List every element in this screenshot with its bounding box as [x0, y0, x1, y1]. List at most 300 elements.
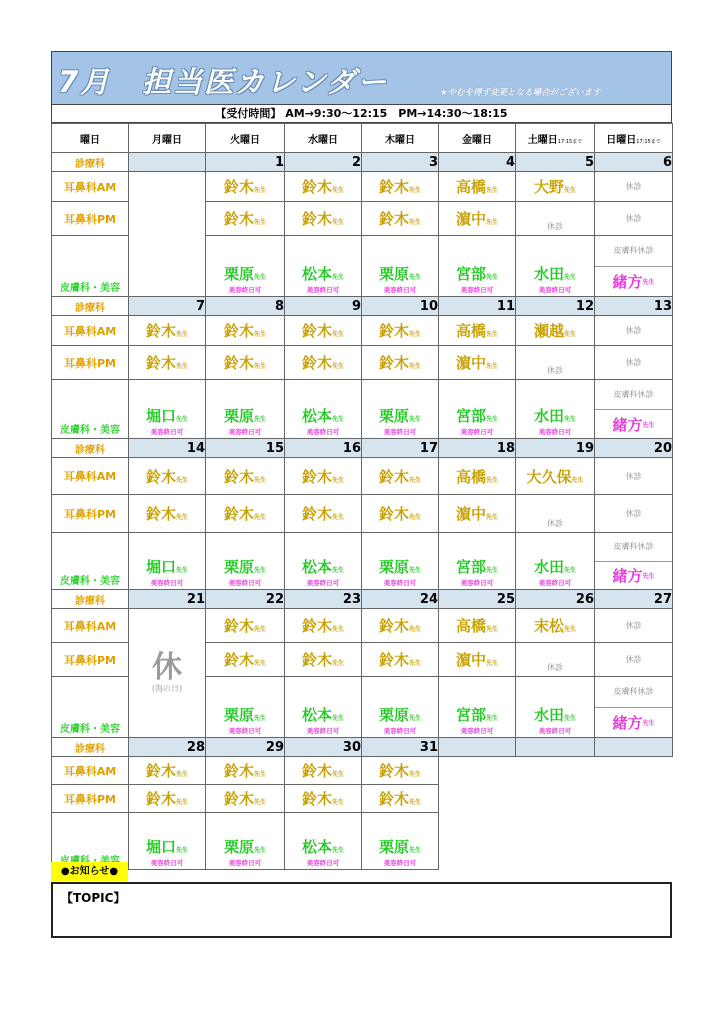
sensei-suffix: 先生	[332, 514, 345, 521]
beauty-label	[52, 813, 129, 870]
sensei-suffix: 先生	[254, 771, 267, 778]
sensei-suffix: 先生	[409, 363, 422, 370]
holiday-mark: 休	[152, 649, 182, 685]
date-cell: 7	[129, 297, 206, 316]
beauty-cell	[206, 380, 285, 439]
sensei-suffix: 先生	[254, 660, 267, 667]
weekday-sat	[516, 124, 595, 153]
derm-closed: 皮膚科休診	[595, 236, 672, 267]
beauty-label: 皮膚科・美容	[52, 380, 129, 439]
pm-cell	[206, 785, 285, 813]
doctor-name: 鈴木	[301, 651, 332, 669]
am-cell	[362, 458, 439, 495]
date-cell: 17	[362, 439, 439, 458]
beauty-doctor	[206, 839, 284, 859]
beauty-cell	[439, 533, 516, 590]
beauty-cell	[285, 677, 362, 738]
doctor-name: 鈴木	[301, 354, 332, 372]
date-cell: 31	[362, 738, 439, 757]
sensei-suffix: 先生	[486, 219, 499, 226]
holiday-cell	[129, 609, 206, 738]
sensei-suffix: 先生	[409, 274, 422, 281]
sensei-suffix: 先生	[254, 847, 267, 854]
beauty-cell	[439, 380, 516, 439]
doctor-name: 大久保	[526, 467, 572, 486]
beauty-cell	[206, 677, 285, 738]
am-cell	[206, 316, 285, 346]
am-label: 耳鼻科AM	[52, 172, 129, 202]
beauty-doctor	[439, 408, 515, 428]
beauty-ok-note: 美容終日可	[538, 579, 572, 587]
pm-cell	[206, 495, 285, 533]
title-banner	[51, 51, 672, 105]
sensei-suffix: 先生	[564, 626, 577, 633]
date-cell: 23	[285, 590, 362, 609]
beauty-doctor	[439, 559, 515, 579]
doctor-name: 鈴木	[301, 322, 332, 340]
sensei-suffix: 先生	[486, 715, 499, 722]
am-cell	[439, 316, 516, 346]
pm-cell	[285, 202, 362, 236]
sensei-suffix: 先生	[409, 331, 422, 338]
doctor-name: 宮部	[455, 407, 486, 425]
sensei-suffix: 先生	[486, 416, 499, 423]
pm-cell: 休診	[595, 495, 673, 533]
doctor-name: 鈴木	[378, 210, 409, 228]
date-row	[52, 738, 673, 757]
doctor-name: 鈴木	[223, 210, 254, 228]
weekday-sat-note: 17:15まで	[557, 138, 583, 145]
date-cell	[516, 738, 595, 757]
doctor-name: 鈴木	[301, 762, 332, 780]
doctor-name: 鈴木	[378, 467, 409, 486]
doctor-name: 鈴木	[378, 178, 409, 196]
pm-row	[52, 346, 673, 380]
holiday-name: (海の日)	[151, 683, 183, 693]
date-cell: 2	[285, 153, 362, 172]
sensei-suffix: 先生	[486, 187, 499, 194]
beauty-ok-note: 美容終日可	[306, 579, 340, 587]
pm-cell	[362, 202, 439, 236]
pm-cell	[285, 495, 362, 533]
doctor-name: 栗原	[378, 407, 409, 425]
doctor-name: 緒方	[612, 273, 643, 291]
beauty-doctor	[129, 839, 205, 859]
beauty-cell	[206, 533, 285, 590]
sunday-doctor	[595, 410, 672, 439]
doctor-name: 鈴木	[301, 505, 332, 523]
date-cell: 26	[516, 590, 595, 609]
doctor-name: 堀口	[145, 838, 176, 856]
sensei-suffix: 先生	[332, 660, 345, 667]
sensei-suffix: 先生	[254, 363, 267, 370]
sensei-suffix: 先生	[254, 274, 267, 281]
pm-cell	[129, 346, 206, 380]
sensei-suffix: 先生	[409, 715, 422, 722]
weekday-sun-label: 日曜日	[606, 134, 637, 146]
beauty-ok-note: 美容終日可	[150, 859, 184, 867]
pm-cell	[362, 495, 439, 533]
beauty-cell	[516, 236, 595, 297]
beauty-ok-note: 美容終日可	[460, 286, 494, 294]
doctor-name: 栗原	[223, 706, 254, 724]
beauty-cell	[206, 813, 285, 870]
beauty-ok-note: 美容終日可	[306, 428, 340, 436]
sensei-suffix: 先生	[642, 573, 655, 580]
am-cell	[129, 458, 206, 495]
am-cell	[516, 172, 595, 202]
date-cell: 28	[129, 738, 206, 757]
beauty-doctor	[206, 408, 284, 428]
beauty-ok-note: 美容終日可	[228, 579, 262, 587]
doctor-name: 鈴木	[301, 210, 332, 228]
clinic-label: 診療科	[52, 590, 129, 609]
weekday-fri: 金曜日	[439, 124, 516, 153]
topic-box	[51, 882, 672, 938]
beauty-doctor	[362, 707, 438, 727]
beauty-cell	[595, 533, 673, 590]
pm-cell	[439, 346, 516, 380]
beauty-doctor	[129, 559, 205, 579]
doctor-name: 鈴木	[378, 354, 409, 372]
pm-cell	[362, 643, 439, 677]
change-note: ★やむを得ず変更となる場合がございます	[440, 88, 601, 98]
page-title: 7月 担当医カレンダー	[58, 65, 389, 99]
am-cell	[206, 609, 285, 643]
beauty-doctor	[285, 559, 361, 579]
sensei-suffix: 先生	[332, 715, 345, 722]
beauty-ok-note: 美容終日可	[538, 428, 572, 436]
beauty-doctor	[206, 559, 284, 579]
date-row	[52, 297, 673, 316]
date-cell: 19	[516, 439, 595, 458]
sensei-suffix: 先生	[486, 363, 499, 370]
doctor-name: 水田	[533, 265, 564, 283]
doctor-name: 緒方	[612, 415, 643, 434]
doctor-name: 鈴木	[301, 617, 332, 635]
sensei-suffix: 先生	[409, 567, 422, 574]
doctor-name: 鈴木	[301, 467, 332, 486]
beauty-doctor	[285, 839, 361, 859]
sensei-suffix: 先生	[409, 219, 422, 226]
sensei-suffix: 先生	[564, 567, 577, 574]
doctor-name: 松本	[301, 838, 332, 856]
sensei-suffix: 先生	[176, 567, 189, 574]
am-row	[52, 316, 673, 346]
sensei-suffix: 先生	[254, 567, 267, 574]
date-cell: 6	[595, 153, 673, 172]
doctor-name: 鈴木	[223, 354, 254, 372]
sensei-suffix: 先生	[409, 476, 422, 484]
am-cell	[362, 609, 439, 643]
date-row	[52, 439, 673, 458]
doctor-name: 栗原	[223, 558, 254, 576]
doctor-name: 松本	[301, 407, 332, 425]
beauty-ok-note: 美容終日可	[538, 727, 572, 735]
clinic-label: 診療科	[52, 153, 129, 172]
weekday-wed: 水曜日	[285, 124, 362, 153]
doctor-name: 宮部	[455, 706, 486, 724]
beauty-doctor	[129, 408, 205, 428]
pm-cell	[439, 495, 516, 533]
sensei-suffix: 先生	[564, 187, 577, 194]
sensei-suffix: 先生	[409, 514, 422, 521]
beauty-ok-note: 美容終日可	[306, 727, 340, 735]
beauty-doctor	[285, 707, 361, 727]
doctor-name: 水田	[533, 706, 564, 724]
date-cell: 25	[439, 590, 516, 609]
beauty-doctor	[516, 408, 594, 428]
derm-closed: 皮膚科休診	[595, 380, 672, 410]
pm-cell: 休診	[595, 643, 673, 677]
beauty-ok-note: 美容終日可	[383, 286, 417, 294]
doctor-name: 鈴木	[145, 505, 176, 523]
am-cell: 休診	[595, 172, 673, 202]
beauty-row	[52, 533, 673, 590]
pm-label: 耳鼻科PM	[52, 202, 129, 236]
am-row	[52, 458, 673, 495]
date-cell: 8	[206, 297, 285, 316]
doctor-name: 末松	[533, 617, 564, 635]
pm-cell	[206, 202, 285, 236]
beauty-doctor	[285, 408, 361, 428]
sensei-suffix: 先生	[486, 660, 499, 667]
beauty-cell	[285, 380, 362, 439]
date-cell: 24	[362, 590, 439, 609]
beauty-doctor	[439, 707, 515, 727]
doctor-name: 栗原	[223, 407, 254, 425]
am-cell	[285, 458, 362, 495]
sensei-suffix: 先生	[254, 219, 267, 226]
beauty-cell	[595, 677, 673, 738]
beauty-doctor	[362, 266, 438, 286]
am-cell	[362, 757, 439, 785]
beauty-label: 皮膚科・美容	[52, 236, 129, 297]
sensei-suffix: 先生	[409, 660, 422, 667]
doctor-name: 鈴木	[223, 790, 254, 808]
beauty-ok-note: 美容終日可	[306, 859, 340, 867]
sensei-suffix: 先生	[254, 715, 267, 722]
reception-hours: 【受付時間】 AM→9:30～12:15 PM→14:30～18:15	[51, 105, 672, 123]
am-cell	[285, 316, 362, 346]
doctor-name: 水田	[533, 558, 564, 576]
am-cell	[516, 316, 595, 346]
sensei-suffix: 先生	[332, 187, 345, 194]
blank-area	[439, 757, 673, 870]
doctor-name: 高橋	[455, 617, 486, 635]
doctor-name: 大野	[533, 178, 564, 196]
sensei-suffix: 先生	[332, 331, 345, 338]
weekday-sat-label: 土曜日	[527, 134, 558, 146]
sensei-suffix: 先生	[564, 416, 577, 423]
sensei-suffix: 先生	[254, 416, 267, 423]
beauty-cell	[129, 380, 206, 439]
sunday-doctor	[595, 562, 672, 590]
doctor-name: 鈴木	[145, 322, 176, 340]
beauty-ok-note: 美容終日可	[228, 286, 262, 294]
beauty-doctor	[516, 559, 594, 579]
sensei-suffix: 先生	[564, 274, 577, 281]
date-cell: 4	[439, 153, 516, 172]
beauty-ok-note: 美容終日可	[460, 579, 494, 587]
pm-label: 耳鼻科PM	[52, 785, 129, 813]
doctor-name: 濵中	[455, 651, 486, 669]
pm-cell: 休診	[595, 202, 673, 236]
date-cell: 27	[595, 590, 673, 609]
beauty-doctor	[362, 408, 438, 428]
sensei-suffix: 先生	[564, 715, 577, 722]
am-cell	[362, 316, 439, 346]
beauty-ok-note: 美容終日可	[538, 286, 572, 294]
doctor-name: 宮部	[455, 265, 486, 283]
beauty-cell	[439, 677, 516, 738]
beauty-ok-note: 美容終日可	[383, 727, 417, 735]
date-cell: 1	[206, 153, 285, 172]
empty-cell	[129, 172, 206, 297]
pm-cell	[206, 346, 285, 380]
date-cell: 20	[595, 439, 673, 458]
doctor-name: 高橋	[455, 467, 486, 486]
date-row	[52, 590, 673, 609]
pm-cell	[362, 785, 439, 813]
doctor-name: 濵中	[455, 354, 486, 372]
sensei-suffix: 先生	[486, 567, 499, 574]
doctor-name: 栗原	[223, 838, 254, 856]
doctor-name: 濵中	[455, 210, 486, 228]
am-label: 耳鼻科AM	[52, 609, 129, 643]
doctor-name: 宮部	[455, 558, 486, 576]
sensei-suffix: 先生	[486, 626, 499, 633]
pm-cell: 休診	[516, 495, 595, 533]
beauty-cell	[439, 236, 516, 297]
sensei-suffix: 先生	[176, 514, 189, 521]
weekday-sun-note: 17:15まで	[636, 138, 661, 145]
sensei-suffix: 先生	[332, 476, 345, 484]
sensei-suffix: 先生	[409, 187, 422, 194]
sensei-suffix: 先生	[486, 476, 499, 484]
weekday-tue: 火曜日	[206, 124, 285, 153]
date-cell: 30	[285, 738, 362, 757]
doctor-name: 水田	[533, 407, 564, 425]
doctor-name: 鈴木	[223, 762, 254, 780]
beauty-doctor	[362, 559, 438, 579]
beauty-ok-note: 美容終日可	[460, 428, 494, 436]
doctor-name: 鈴木	[378, 505, 409, 523]
beauty-cell	[595, 380, 673, 439]
am-cell	[206, 757, 285, 785]
sensei-suffix: 先生	[332, 219, 345, 226]
beauty-cell	[285, 813, 362, 870]
doctor-name: 鈴木	[223, 467, 254, 486]
beauty-cell	[206, 236, 285, 297]
am-cell	[129, 316, 206, 346]
sensei-suffix: 先生	[332, 567, 345, 574]
doctor-name: 栗原	[378, 265, 409, 283]
sensei-suffix: 先生	[176, 363, 189, 370]
pm-cell	[129, 785, 206, 813]
beauty-row	[52, 380, 673, 439]
beauty-ok-note: 美容終日可	[383, 428, 417, 436]
sensei-suffix: 先生	[486, 331, 499, 338]
beauty-label: 皮膚科・美容	[52, 533, 129, 590]
doctor-name: 鈴木	[145, 762, 176, 780]
doctor-name: 堀口	[145, 558, 176, 576]
sensei-suffix: 先生	[332, 274, 345, 281]
beauty-ok-note: 美容終日可	[228, 428, 262, 436]
sensei-suffix: 先生	[176, 331, 189, 338]
sensei-suffix: 先生	[332, 771, 345, 778]
date-cell: 22	[206, 590, 285, 609]
pm-cell	[206, 643, 285, 677]
am-cell	[516, 458, 595, 495]
am-cell	[362, 172, 439, 202]
am-row	[52, 757, 673, 785]
doctor-name: 濵中	[455, 505, 486, 523]
doctor-name: 鈴木	[378, 651, 409, 669]
date-cell: 10	[362, 297, 439, 316]
sensei-suffix: 先生	[409, 847, 422, 854]
weekday-label: 曜日	[52, 124, 129, 153]
sensei-suffix: 先生	[642, 421, 655, 429]
derm-closed: 皮膚科休診	[595, 533, 672, 562]
date-cell: 29	[206, 738, 285, 757]
sensei-suffix: 先生	[254, 331, 267, 338]
sensei-suffix: 先生	[254, 187, 267, 194]
beauty-doctor	[516, 707, 594, 727]
am-cell: 休診	[595, 458, 673, 495]
beauty-doctor	[439, 266, 515, 286]
doctor-name: 栗原	[378, 838, 409, 856]
doctor-name: 鈴木	[378, 322, 409, 340]
sensei-suffix: 先生	[254, 514, 267, 521]
beauty-doctor	[362, 839, 438, 859]
sensei-suffix: 先生	[176, 847, 189, 854]
am-cell: 休診	[595, 609, 673, 643]
pm-cell	[439, 202, 516, 236]
sunday-doctor	[595, 267, 672, 297]
beauty-cell	[362, 813, 439, 870]
beauty-cell	[516, 380, 595, 439]
doctor-name: 松本	[301, 706, 332, 724]
beauty-ok-note: 美容終日可	[383, 859, 417, 867]
doctor-name: 鈴木	[378, 762, 409, 780]
doctor-name: 鈴木	[223, 505, 254, 523]
beauty-cell	[516, 677, 595, 738]
date-cell: 3	[362, 153, 439, 172]
am-cell	[439, 458, 516, 495]
doctor-name: 高橋	[455, 322, 486, 340]
date-cell	[439, 738, 516, 757]
beauty-ok-note: 美容終日可	[383, 579, 417, 587]
beauty-cell	[362, 677, 439, 738]
doctor-name: 鈴木	[378, 617, 409, 635]
sensei-suffix: 先生	[332, 799, 345, 806]
am-cell	[206, 172, 285, 202]
sensei-suffix: 先生	[176, 771, 189, 778]
date-cell: 5	[516, 153, 595, 172]
sensei-suffix: 先生	[409, 626, 422, 633]
doctor-name: 鈴木	[145, 354, 176, 372]
pm-cell	[285, 643, 362, 677]
doctor-name: 鈴木	[223, 178, 254, 196]
doctor-name: 鈴木	[378, 790, 409, 808]
date-cell: 12	[516, 297, 595, 316]
date-cell: 14	[129, 439, 206, 458]
weekday-sun	[595, 124, 673, 153]
pm-label: 耳鼻科PM	[52, 643, 129, 677]
sensei-suffix: 先生	[642, 720, 655, 727]
sunday-doctor	[595, 708, 672, 738]
